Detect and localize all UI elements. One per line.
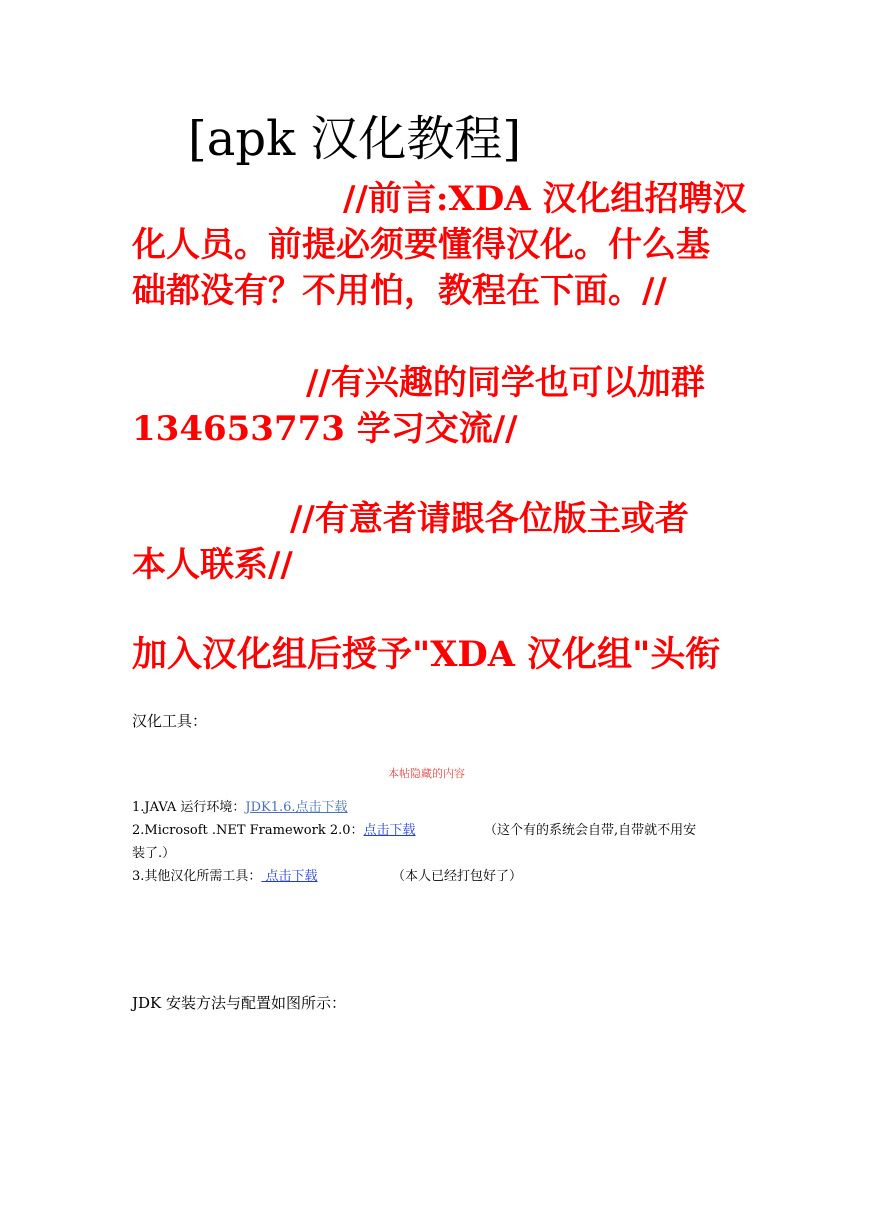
contact-line-1: //有意者请跟各位版主或者 <box>290 499 689 539</box>
tool-item-prefix: 3.其他汉化所需工具： <box>132 869 262 884</box>
join-group-line-1: //有兴趣的同学也可以加群 <box>306 363 705 403</box>
intro-line-1: //前言:XDA 汉化组招聘汉 <box>343 179 747 219</box>
tool-item-java <box>132 796 348 819</box>
intro-line-3: 础都没有？不用怕，教程在下面。// <box>132 271 667 311</box>
join-group-line-2: 134653773 学习交流// <box>132 409 518 449</box>
tool-item-prefix: 1.JAVA 运行环境： <box>132 800 246 815</box>
tool-item-note: （本人已经打包好了） <box>392 869 523 884</box>
tool-item-other <box>132 865 318 888</box>
tool-item-note: （这个有的系统会自带,自带就不用安 <box>484 823 697 838</box>
other-tools-download-link[interactable]: 点击下载 <box>261 869 318 884</box>
hidden-content-label: 本帖隐藏的内容 <box>388 767 465 780</box>
tool-item-note-cont: 装了.） <box>132 846 176 861</box>
dotnet-download-link[interactable]: 点击下载 <box>363 823 416 838</box>
intro-line-2: 化人员。前提必须要懂得汉化。什么基 <box>132 225 710 265</box>
contact-line-2: 本人联系// <box>132 545 293 585</box>
tool-item-dotnet <box>132 819 416 842</box>
reward-text: 加入汉化组后授予"XDA 汉化组"头衔 <box>132 634 721 675</box>
tool-item-prefix: 2.Microsoft .NET Framework 2.0： <box>132 823 364 838</box>
jdk-install-heading: JDK 安装方法与配置如图所示： <box>132 994 347 1012</box>
tools-heading: 汉化工具： <box>132 712 208 730</box>
page-title: [apk 汉化教程] <box>188 111 522 167</box>
jdk-download-link[interactable]: JDK1.6.点击下载 <box>245 800 348 815</box>
